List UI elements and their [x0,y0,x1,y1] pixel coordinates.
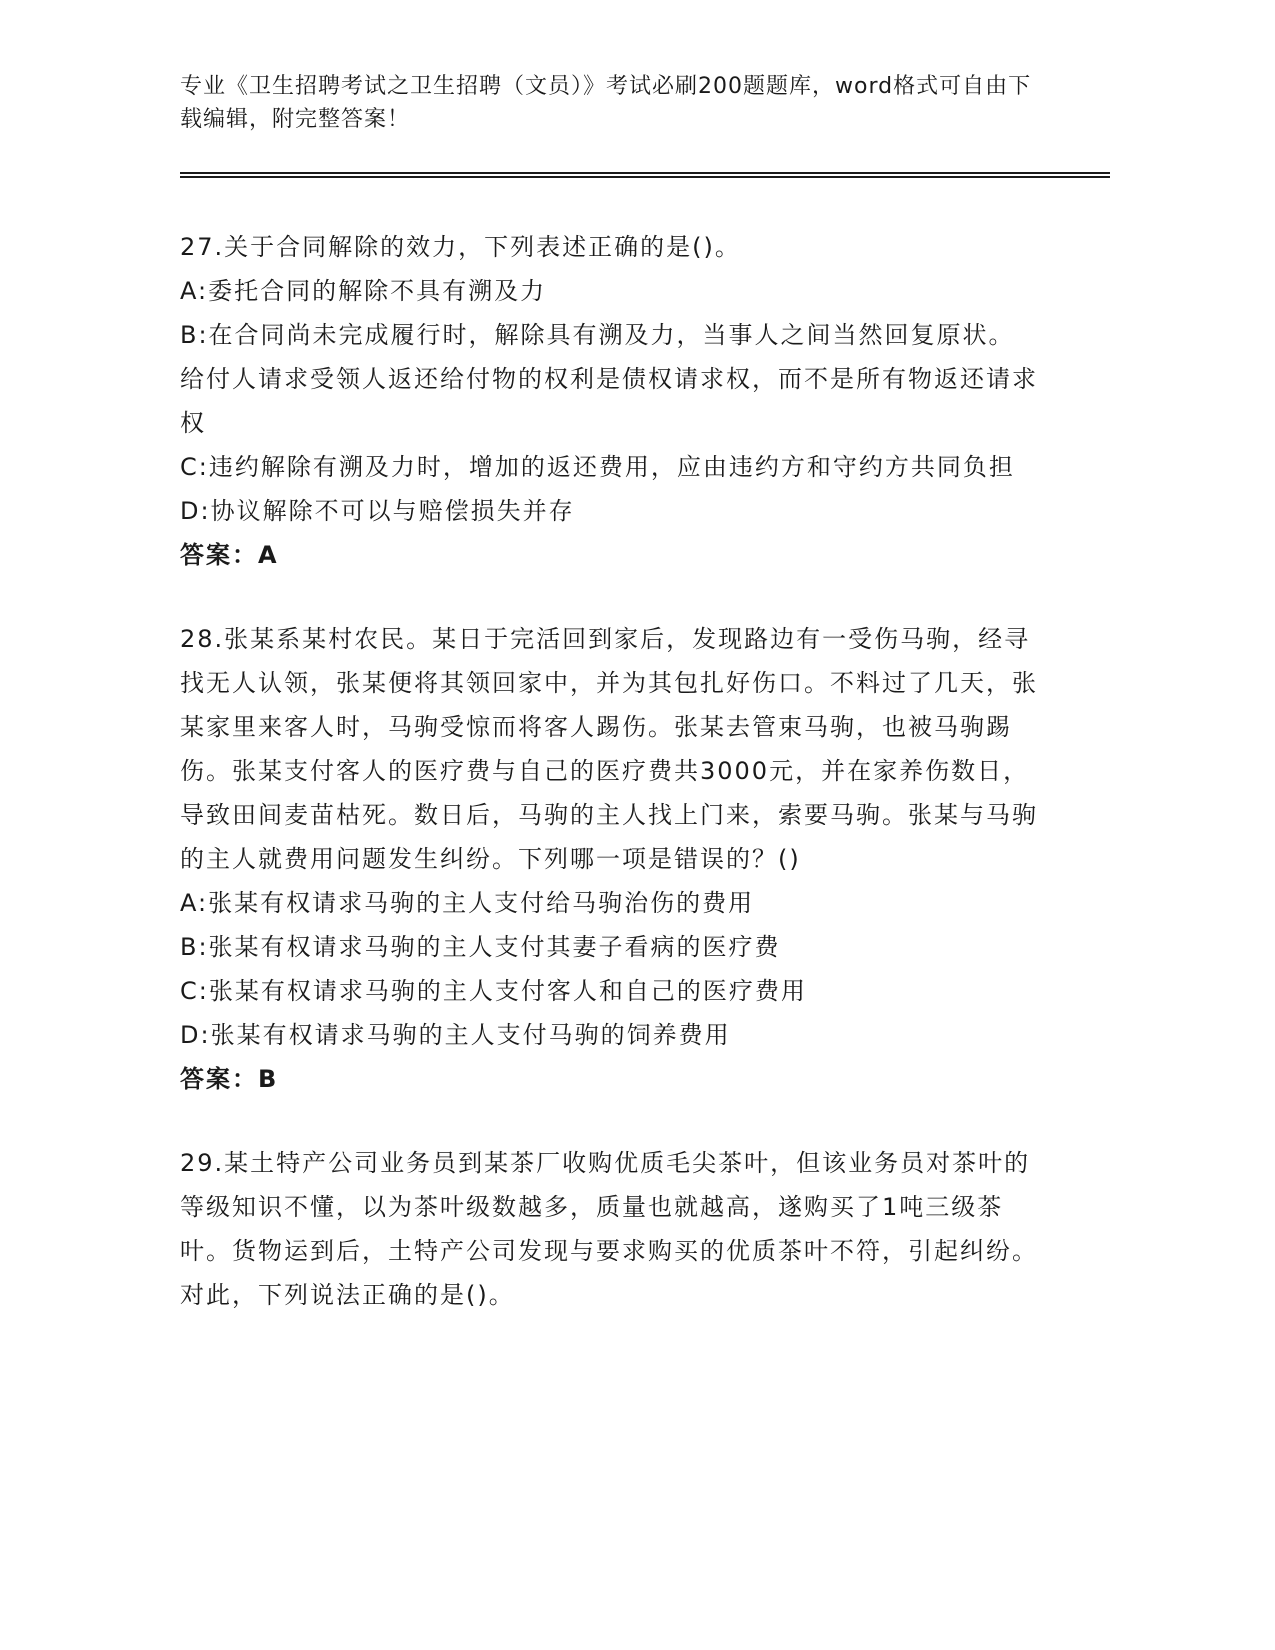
answer-line: 答案：B [180,1065,279,1093]
option-c: C:违约解除有溯及力时，增加的返还费用，应由违约方和守约方共同负担 [180,453,1015,481]
option-a: A:张某有权请求马驹的主人支付给马驹治伤的费用 [180,889,755,917]
question-28 [180,617,1040,1101]
option-b: B:张某有权请求马驹的主人支付其妻子看病的医疗费 [180,933,781,961]
question-stem: 28.张某系某村农民。某日于完活回到家后，发现路边有一受伤马驹，经寻找无人认领，张某便将其领回家中，并为其包扎好伤口。不料过了几天，张某家里来客人时，马驹受惊而将客人踢伤。张某去管束马驹，也被马驹踢伤。张某支付客人的医疗费与自己的医疗费共3000元，并在家养伤数日，导致田间麦苗枯死。数日后，马驹的主人找上门来，索要马驹。张某与马驹的主人就费用问题发生纠纷。下列哪一项是错误的？() [180,625,1038,873]
option-d: D:协议解除不可以与赔偿损失并存 [180,497,575,525]
document-page [180,70,1110,1317]
option-a: A:委托合同的解除不具有溯及力 [180,277,547,305]
option-d: D:张某有权请求马驹的主人支付马驹的饲养费用 [180,1021,731,1049]
header-divider [180,172,1110,178]
document-header: 专业《卫生招聘考试之卫生招聘（文员）》考试必刷200题题库，word格式可自由下载编辑，附完整答案！ [180,74,1032,132]
question-27 [180,225,1040,577]
question-stem: 29.某土特产公司业务员到某茶厂收购优质毛尖茶叶，但该业务员对茶叶的等级知识不懂，以为茶叶级数越多，质量也就越高，遂购买了1吨三级茶叶。货物运到后，土特产公司发现与要求购买的优质茶叶不符，引起纠纷。对此，下列说法正确的是()。 [180,1149,1038,1309]
question-stem: 27.关于合同解除的效力，下列表述正确的是()。 [180,233,741,261]
answer-line: 答案：A [180,541,279,569]
option-c: C:张某有权请求马驹的主人支付客人和自己的医疗费用 [180,977,807,1005]
question-29 [180,1141,1040,1317]
option-b: B:在合同尚未完成履行时，解除具有溯及力，当事人之间当然回复原状。给付人请求受领人返还给付物的权利是债权请求权，而不是所有物返还请求权 [180,321,1038,437]
